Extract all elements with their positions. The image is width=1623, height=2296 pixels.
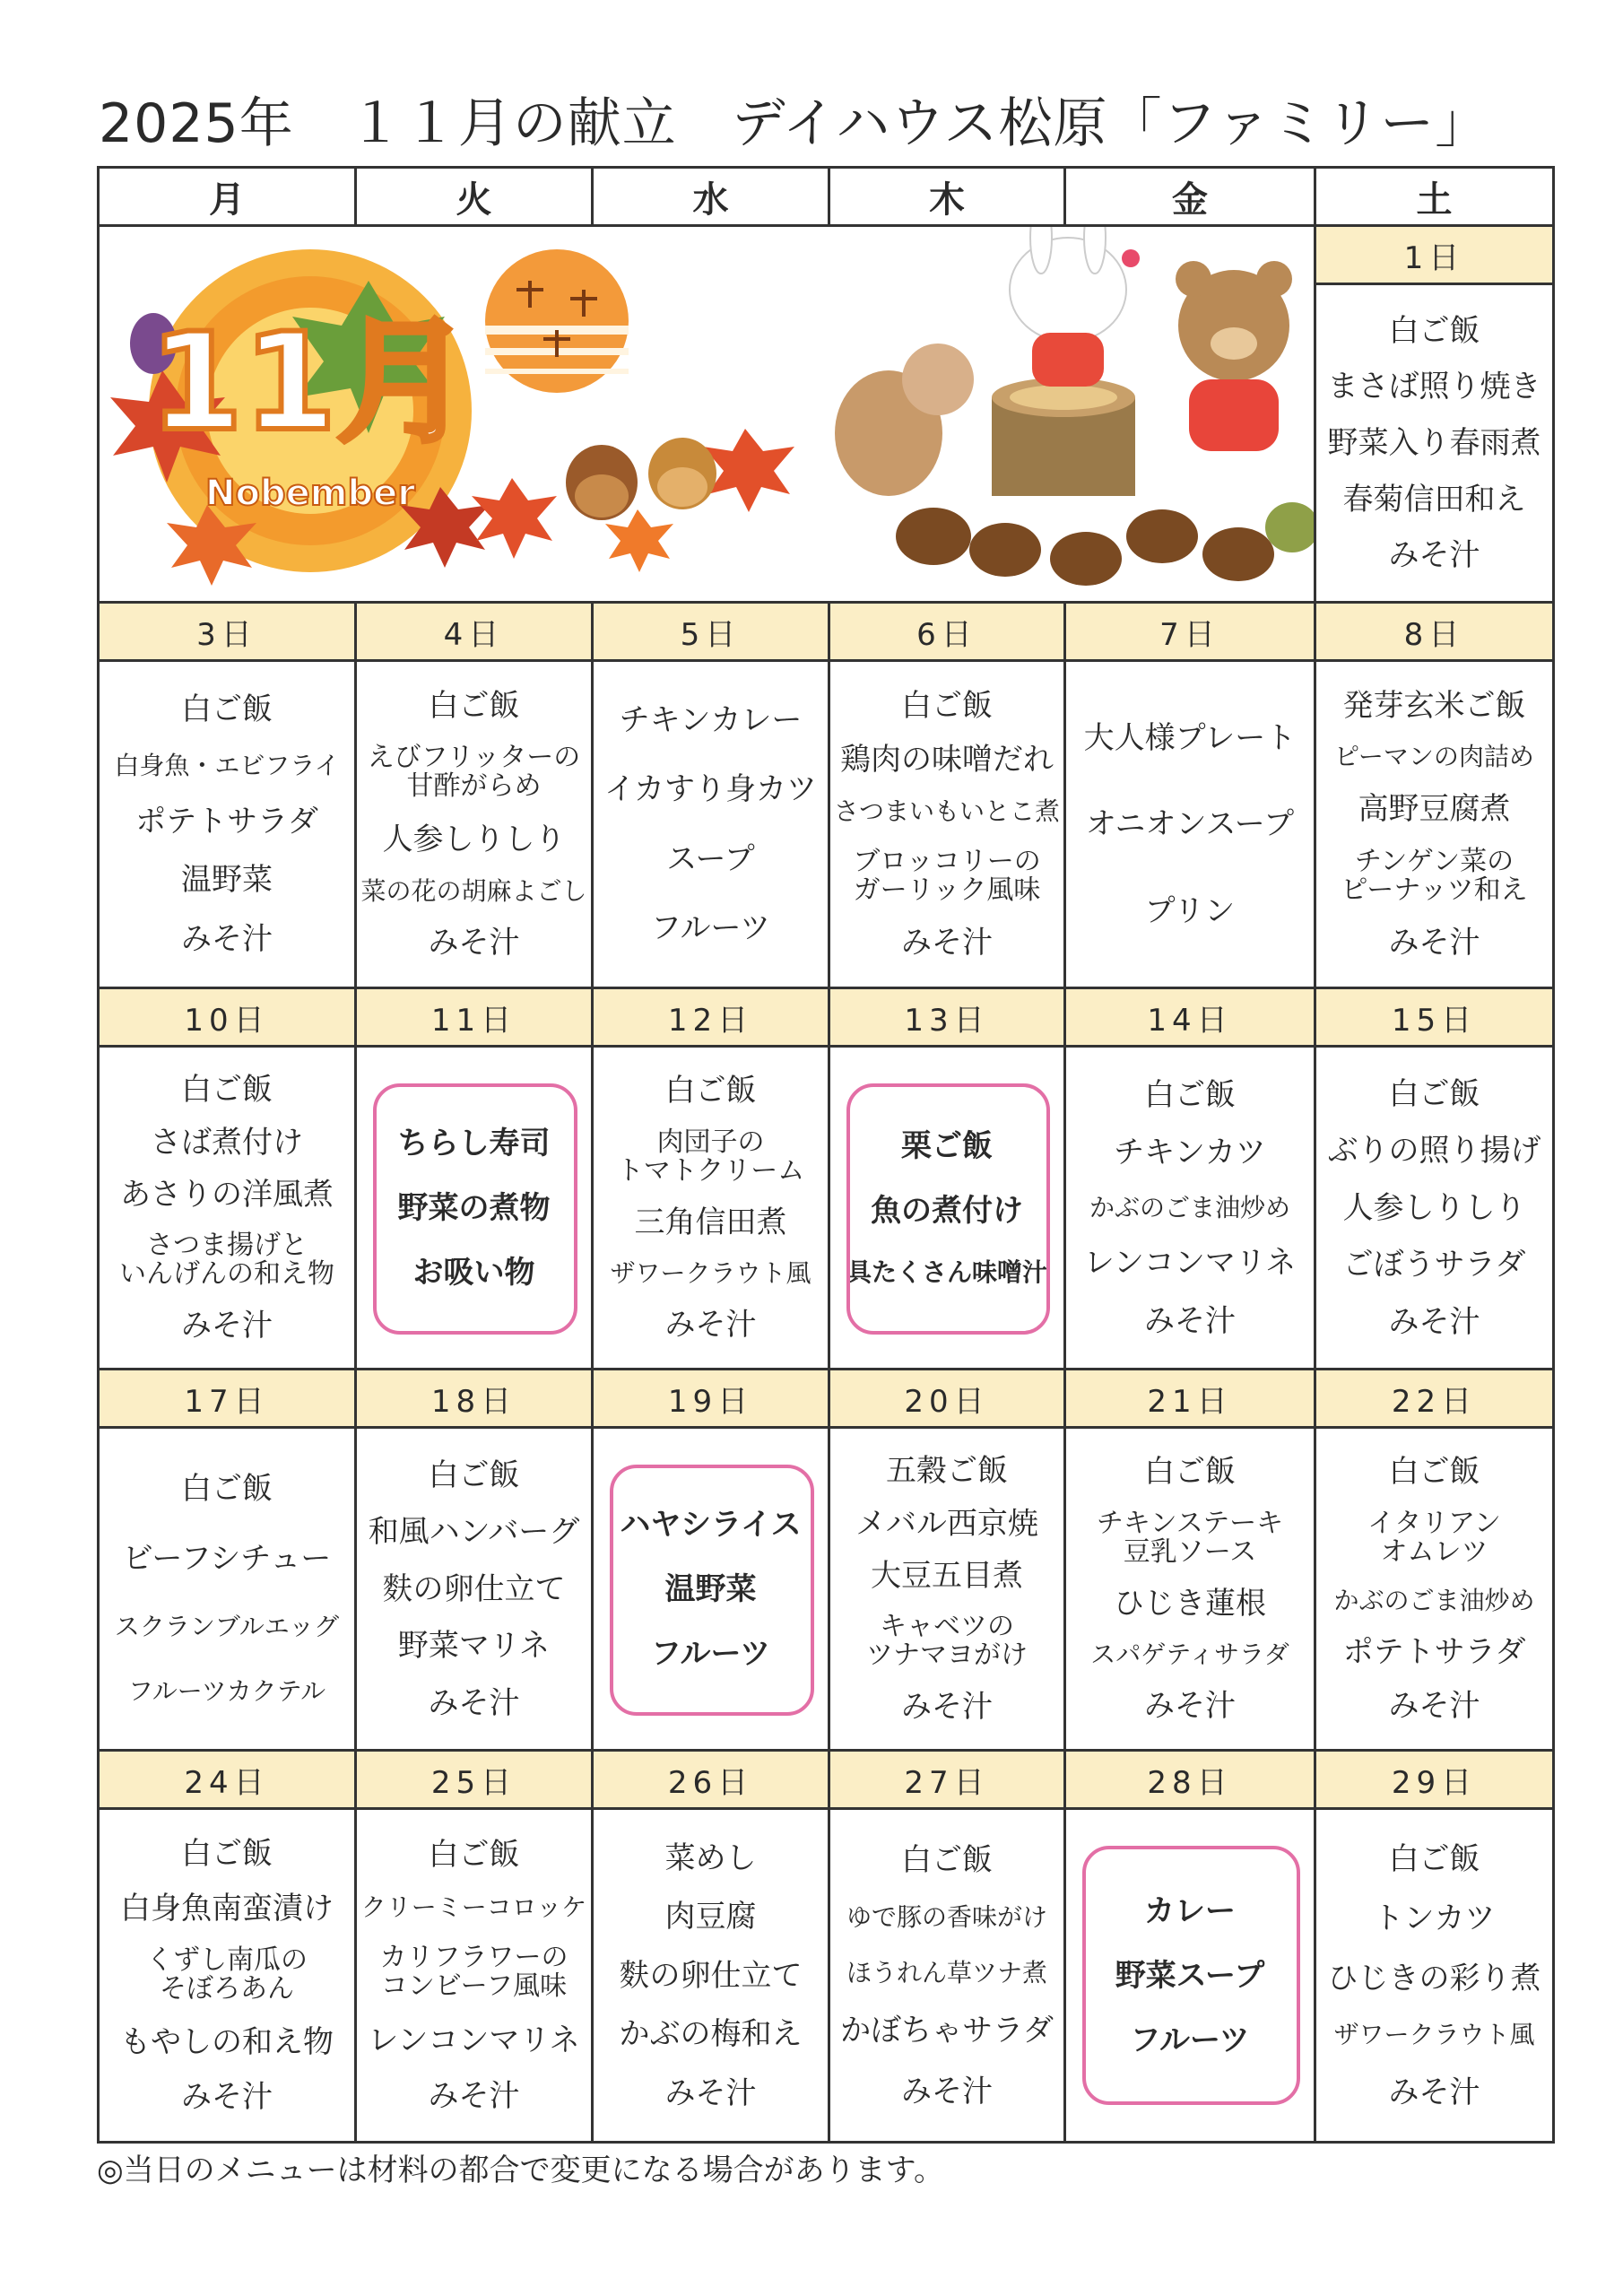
day-menu xyxy=(594,1048,830,1370)
menu-item: ポテトサラダ xyxy=(1342,1634,1526,1671)
chestnut-characters-icon xyxy=(472,429,794,572)
menu-item: ポテトサラダ xyxy=(135,803,318,839)
menu-item: 野菜入り春雨煮 xyxy=(1327,424,1541,461)
menu-item: みそ汁 xyxy=(664,1307,757,1344)
menu-item: えびフリッターの 甘酢がらめ xyxy=(367,742,581,803)
menu-item: 野菜スープ xyxy=(1115,1957,1265,1994)
day-label: 21日 xyxy=(1066,1370,1316,1429)
menu-item: お吸い物 xyxy=(412,1254,535,1291)
menu-item: イカすり身カツ xyxy=(604,771,817,808)
menu-item: 白ご飯 xyxy=(901,1841,993,1878)
day-menu xyxy=(1316,1048,1552,1370)
menu-item: スクランブルエッグ xyxy=(114,1611,340,1641)
weekday-header: 水 xyxy=(594,169,830,227)
menu-item: 五穀ご飯 xyxy=(886,1452,1008,1489)
day-menu xyxy=(594,662,830,989)
day-menu xyxy=(1316,285,1552,604)
menu-item: 白ご飯 xyxy=(1388,312,1480,349)
day-menu xyxy=(1066,1810,1316,2141)
day-label: 12日 xyxy=(594,989,830,1048)
menu-item: 白ご飯 xyxy=(1144,1076,1236,1113)
menu-item: みそ汁 xyxy=(1144,1688,1236,1725)
menu-item: みそ汁 xyxy=(1388,1688,1480,1725)
menu-item: レンコンマリネ xyxy=(368,2022,580,2059)
menu-item: フルーツカクテル xyxy=(127,1676,326,1707)
menu-item: 白ご飯 xyxy=(181,1835,273,1872)
weekday-header: 金 xyxy=(1066,169,1316,227)
menu-item: 肉豆腐 xyxy=(664,1899,757,1935)
menu-item: みそ汁 xyxy=(901,2073,993,2109)
month-sub-label: Nobember xyxy=(205,473,415,514)
menu-item: 白ご飯 xyxy=(428,687,520,724)
menu-item: 野菜マリネ xyxy=(397,1628,551,1664)
menu-item: 白ご飯 xyxy=(664,1072,757,1109)
autumn-illustration xyxy=(100,227,1314,601)
day-menu xyxy=(830,1048,1066,1370)
menu-item: キャベツの ツナマヨがけ xyxy=(866,1611,1028,1672)
menu-item: あさりの洋風煮 xyxy=(120,1177,334,1213)
day-menu xyxy=(594,1810,830,2141)
menu-item: さば煮付け xyxy=(151,1124,303,1161)
day-menu xyxy=(357,662,594,989)
menu-item: ぶりの照り揚げ xyxy=(1327,1133,1541,1169)
day-label: 26日 xyxy=(594,1752,830,1810)
day-menu xyxy=(357,1810,594,2141)
menu-item: 温野菜 xyxy=(181,862,273,899)
menu-item: 大人様プレート xyxy=(1083,719,1297,756)
menu-item: オニオンスープ xyxy=(1085,806,1295,842)
menu-item: スパゲティサラダ xyxy=(1090,1639,1289,1670)
menu-item: ひじきの彩り煮 xyxy=(1327,1960,1541,1996)
menu-item: 発芽玄米ご飯 xyxy=(1342,687,1526,724)
day-menu xyxy=(594,1429,830,1752)
menu-item: ひじき蓮根 xyxy=(1114,1586,1266,1622)
menu-item: フルーツ xyxy=(650,1635,771,1672)
menu-item: 白ご飯 xyxy=(181,691,273,728)
menu-item: 三角信田煮 xyxy=(634,1205,787,1241)
day-label: 3日 xyxy=(100,604,357,662)
menu-item: スープ xyxy=(666,840,755,877)
menu-item: チンゲン菜の ピーナッツ和え xyxy=(1341,845,1528,906)
menu-item: かぶの梅和え xyxy=(619,2016,803,2052)
menu-item: かぼちゃサラダ xyxy=(840,2013,1054,2048)
day-menu xyxy=(830,1429,1066,1752)
day-menu xyxy=(830,1810,1066,2141)
menu-item: みそ汁 xyxy=(428,2078,520,2115)
menu-item: みそ汁 xyxy=(181,2079,273,2116)
menu-item: 温野菜 xyxy=(664,1570,757,1607)
weekday-header: 火 xyxy=(357,169,594,227)
day-label: 6日 xyxy=(830,604,1066,662)
menu-item: ハヤシライス xyxy=(620,1506,802,1543)
menu-item: ほうれん草ツナ煮 xyxy=(846,1957,1047,1987)
day-label: 8日 xyxy=(1316,604,1552,662)
day-label: 5日 xyxy=(594,604,830,662)
menu-item: みそ汁 xyxy=(428,1684,520,1721)
day-label: 24日 xyxy=(100,1752,357,1810)
menu-item: 高野豆腐煮 xyxy=(1358,790,1511,827)
menu-item: 白ご飯 xyxy=(1144,1453,1236,1490)
menu-item: 菜の花の胡麻よごし xyxy=(360,875,587,906)
menu-item: クリーミーコロッケ xyxy=(360,1892,587,1922)
menu-item: みそ汁 xyxy=(664,2074,757,2111)
menu-item: みそ汁 xyxy=(428,925,520,961)
menu-item: 鶏肉の味噌だれ xyxy=(840,742,1054,778)
day-label: 28日 xyxy=(1066,1752,1316,1810)
menu-item: チキンカレー xyxy=(619,702,803,739)
day-label: 22日 xyxy=(1316,1370,1552,1429)
menu-item: かぶのごま油炒め xyxy=(1089,1192,1290,1222)
day-menu xyxy=(100,1048,357,1370)
footnote: ◎当日のメニューは材料の都合で変更になる場合があります。 xyxy=(97,2152,944,2188)
menu-item: トンカツ xyxy=(1373,1900,1496,1936)
menu-item: 白ご飯 xyxy=(181,1470,273,1507)
day-menu xyxy=(1316,662,1552,989)
day-menu xyxy=(100,1810,357,2141)
day-label: 15日 xyxy=(1316,989,1552,1048)
day-menu xyxy=(1066,1048,1316,1370)
menu-item: ちらし寿司 xyxy=(397,1125,551,1161)
menu-item: 白ご飯 xyxy=(1388,1453,1480,1490)
menu-item: ごぼうサラダ xyxy=(1342,1247,1526,1283)
menu-item: 野菜の煮物 xyxy=(397,1189,551,1226)
menu-item: さつまいもいとこ煮 xyxy=(833,796,1060,826)
menu-item: チキンステーキ 豆乳ソース xyxy=(1096,1507,1284,1568)
menu-item: 春菊信田和え xyxy=(1342,481,1526,517)
menu-item: かぶのごま油炒め xyxy=(1333,1586,1535,1616)
day-menu xyxy=(100,662,357,989)
month-label: 11月 xyxy=(149,305,472,461)
menu-item: 魚の煮付け xyxy=(871,1192,1023,1229)
day-menu xyxy=(1066,662,1316,989)
menu-item: ビーフシチュー xyxy=(122,1541,332,1578)
menu-item: 人参しりしり xyxy=(382,821,566,857)
day-menu xyxy=(830,662,1066,989)
page-title: 2025年 １１月の献立 デイハウス松原「ファミリー」 xyxy=(99,92,1490,155)
menu-item: 和風ハンバーグ xyxy=(368,1514,580,1550)
day-label: 11日 xyxy=(357,989,594,1048)
menu-item: 白ご飯 xyxy=(428,1836,520,1873)
menu-item: ゆで豚の香味がけ xyxy=(846,1902,1047,1932)
menu-item: チキンカツ xyxy=(1114,1135,1266,1170)
menu-calendar-grid xyxy=(97,166,1555,2144)
menu-item: みそ汁 xyxy=(1388,925,1480,961)
menu-item: 具たくさん味噌汁 xyxy=(846,1257,1047,1287)
menu-item: 白ご飯 xyxy=(1388,1075,1480,1112)
menu-item: ザワークラウト風 xyxy=(1333,2020,1535,2049)
menu-item: くずし南瓜の そぼろあん xyxy=(146,1944,308,2005)
menu-item: ブロッコリーの ガーリック風味 xyxy=(853,845,1041,906)
menu-item: 麩の卵仕立て xyxy=(382,1570,566,1607)
menu-item: フルーツ xyxy=(1130,2022,1250,2058)
menu-item: まさば照り焼き xyxy=(1327,369,1541,405)
menu-item: 白ご飯 xyxy=(1388,1840,1480,1877)
menu-item: みそ汁 xyxy=(901,1689,993,1726)
menu-item: 人参しりしり xyxy=(1342,1189,1526,1226)
menu-item: ピーマンの肉詰め xyxy=(1334,742,1534,772)
menu-item: もやしの和え物 xyxy=(120,2024,334,2061)
menu-item: 肉団子の トマトクリーム xyxy=(616,1126,805,1187)
day-label: 25日 xyxy=(357,1752,594,1810)
day-label: 17日 xyxy=(100,1370,357,1429)
menu-item: 白ご飯 xyxy=(428,1457,520,1493)
day-label: 13日 xyxy=(830,989,1066,1048)
menu-item: カレー xyxy=(1144,1892,1236,1929)
menu-item: みそ汁 xyxy=(1388,537,1480,574)
menu-item: メバル西京焼 xyxy=(855,1505,1038,1542)
menu-item: 麩の卵仕立て xyxy=(619,1957,803,1994)
day-label: 19日 xyxy=(594,1370,830,1429)
menu-item: みそ汁 xyxy=(1388,1303,1480,1340)
menu-item: 菜めし xyxy=(664,1839,757,1876)
menu-item: 白ご飯 xyxy=(181,1071,273,1108)
sunset-dragonfly-icon xyxy=(485,249,629,393)
menu-item: レンコンマリネ xyxy=(1083,1245,1297,1281)
day-label: 10日 xyxy=(100,989,357,1048)
forest-animals-icon xyxy=(835,227,1314,586)
menu-item: みそ汁 xyxy=(1388,2074,1480,2110)
day-menu xyxy=(1066,1429,1316,1752)
menu-item: イタリアン オムレツ xyxy=(1367,1507,1501,1568)
menu-item: みそ汁 xyxy=(181,920,273,957)
day-label: 14日 xyxy=(1066,989,1316,1048)
menu-item: フルーツ xyxy=(650,909,771,946)
menu-item: カリフラワーの コンビーフ風味 xyxy=(379,1942,568,2003)
day-label: 20日 xyxy=(830,1370,1066,1429)
day-label: 18日 xyxy=(357,1370,594,1429)
menu-item: みそ汁 xyxy=(181,1308,273,1344)
day-menu xyxy=(357,1048,594,1370)
menu-item: プリン xyxy=(1144,892,1236,929)
menu-item: さつま揚げと いんげんの和え物 xyxy=(119,1230,334,1291)
day-label: 4日 xyxy=(357,604,594,662)
day-menu xyxy=(357,1429,594,1752)
day-menu xyxy=(1316,1810,1552,2141)
day-menu xyxy=(100,1429,357,1752)
weekday-header: 木 xyxy=(830,169,1066,227)
menu-item: ザワークラウト風 xyxy=(610,1258,812,1289)
day-label: 27日 xyxy=(830,1752,1066,1810)
day-label: 1日 xyxy=(1316,227,1552,285)
weekday-header: 土 xyxy=(1316,169,1552,227)
menu-item: 白ご飯 xyxy=(901,687,993,724)
menu-item: みそ汁 xyxy=(1144,1302,1236,1339)
menu-item: みそ汁 xyxy=(901,925,993,961)
weekday-header: 月 xyxy=(100,169,357,227)
menu-item: 白身魚南蛮漬け xyxy=(120,1890,334,1926)
day-menu xyxy=(1316,1429,1552,1752)
menu-item: 白身魚・エビフライ xyxy=(114,750,340,780)
day-label: 7日 xyxy=(1066,604,1316,662)
menu-item: 栗ご飯 xyxy=(901,1127,993,1164)
day-label: 29日 xyxy=(1316,1752,1552,1810)
menu-item: 大豆五目煮 xyxy=(871,1558,1023,1595)
autumn-banner xyxy=(100,227,1316,604)
